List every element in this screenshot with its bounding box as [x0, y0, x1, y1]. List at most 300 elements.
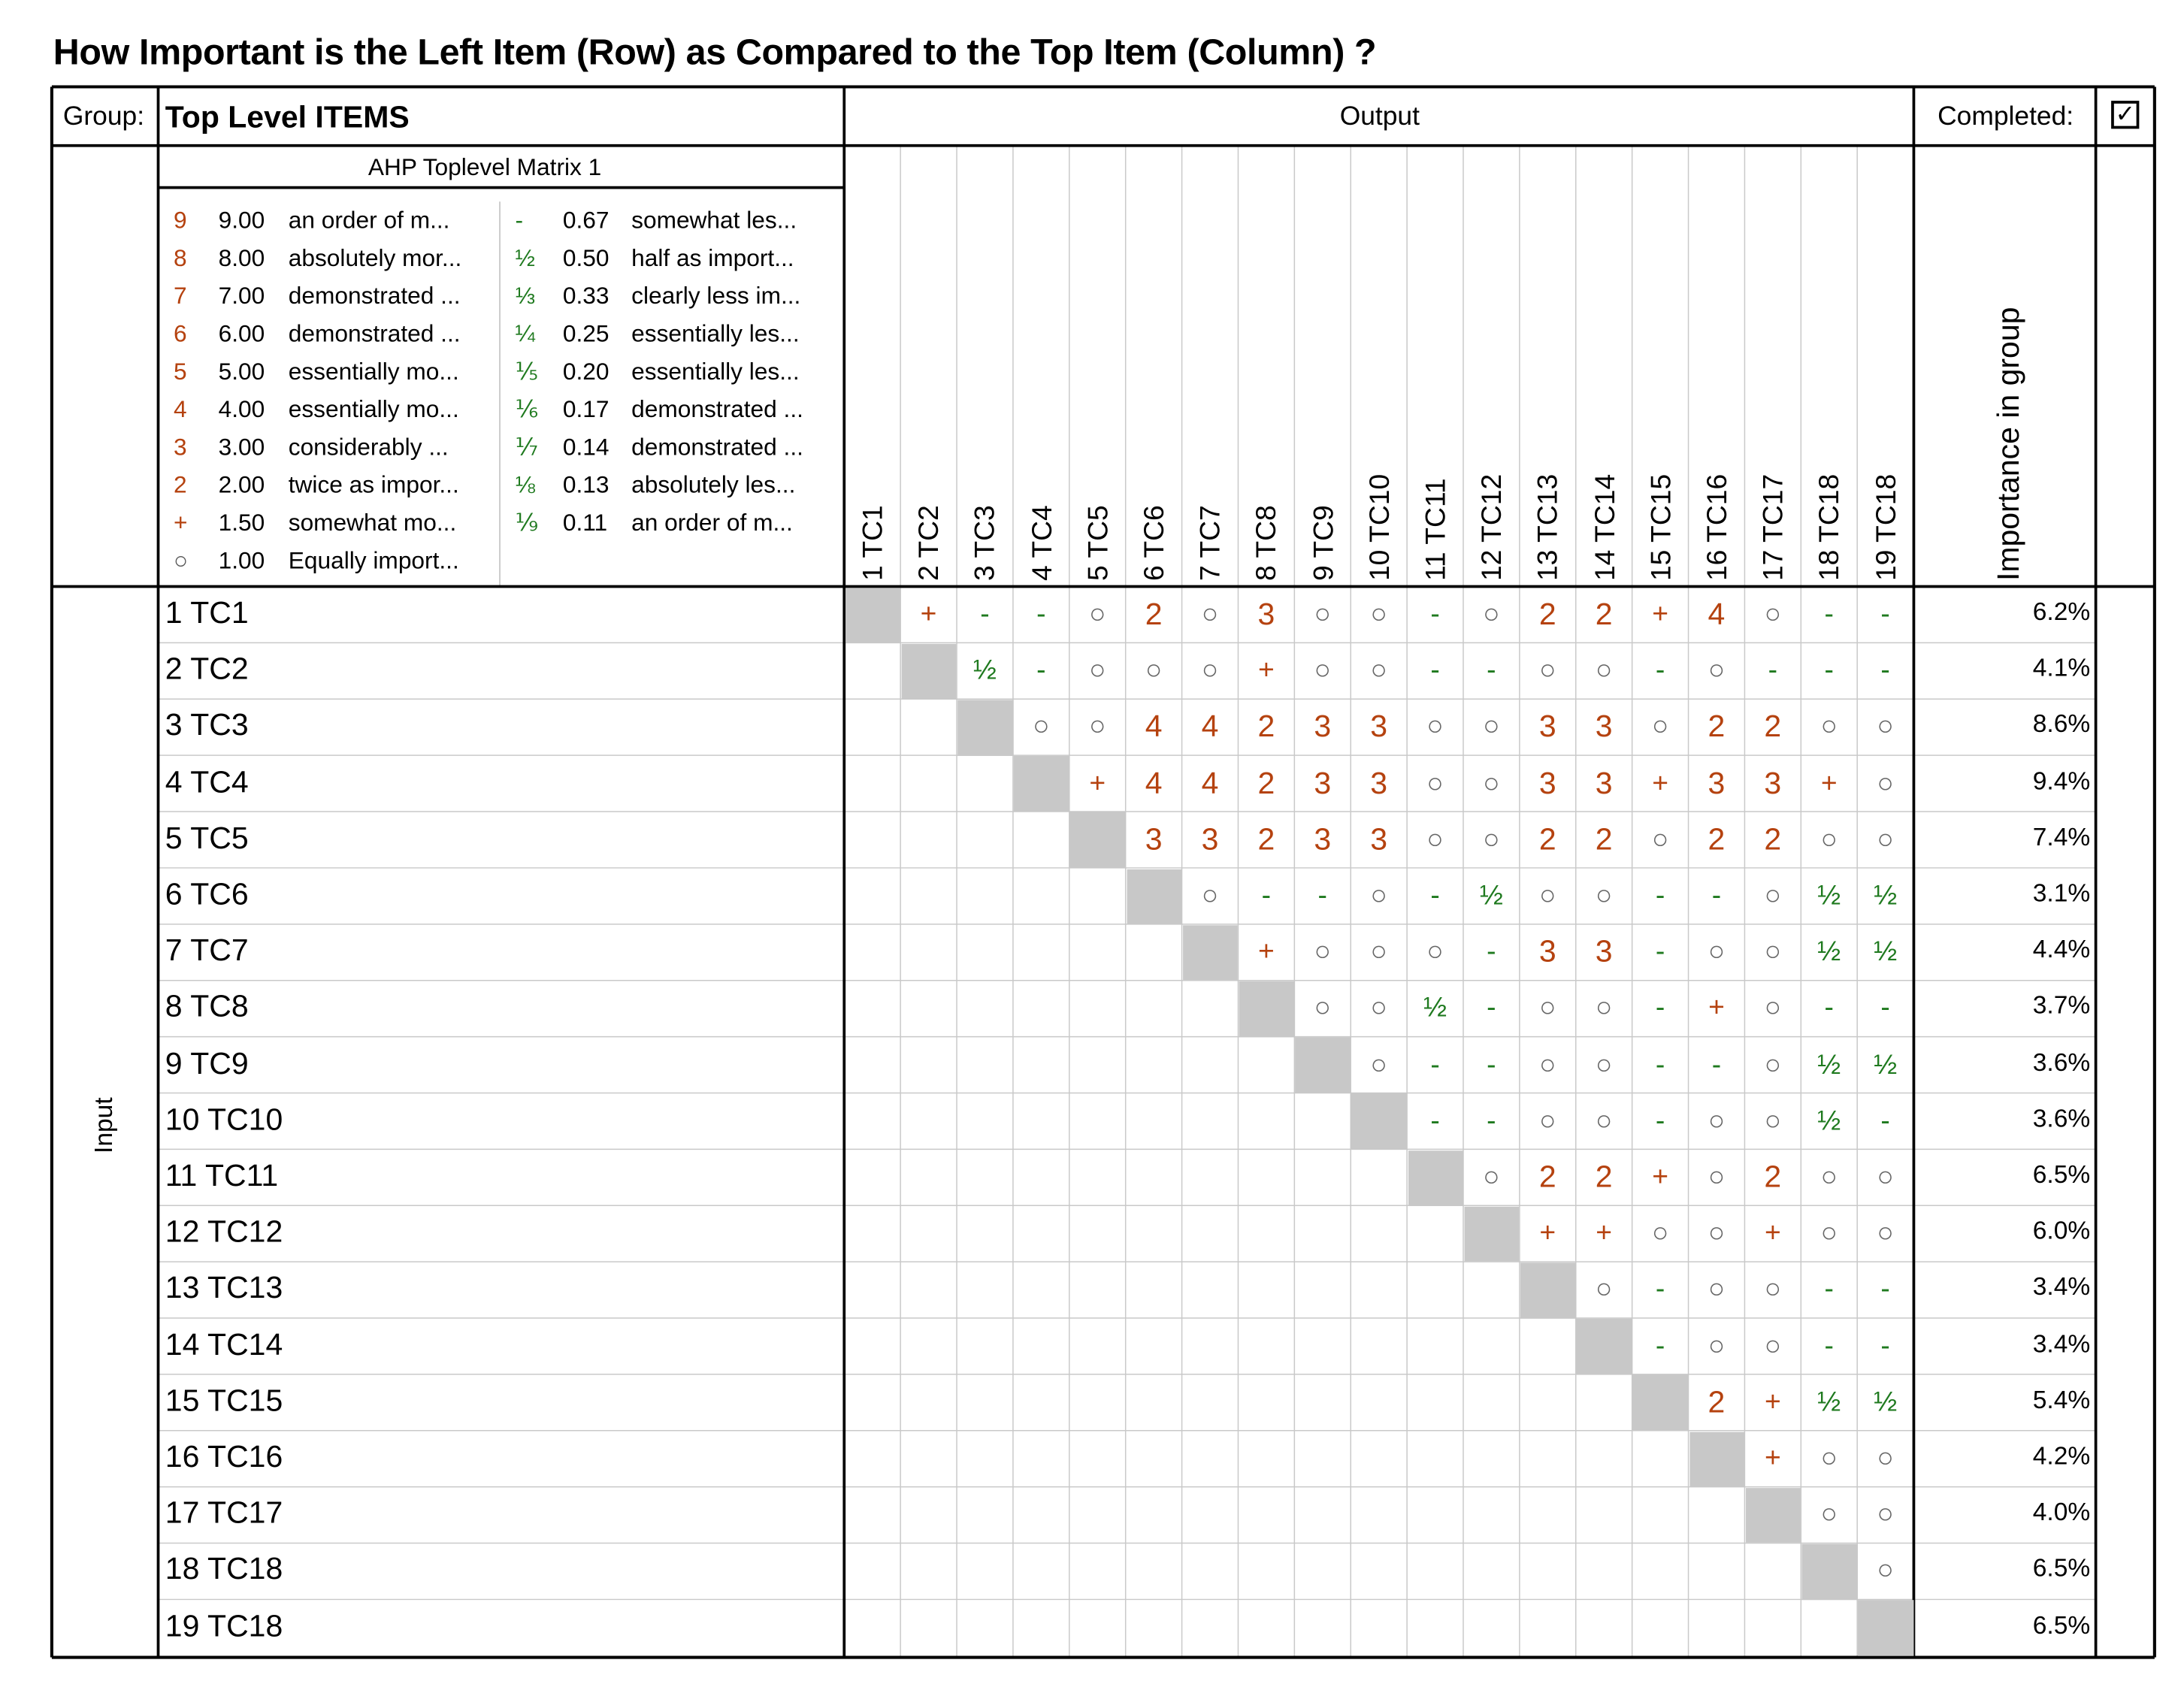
importance-value: 3.7%	[2032, 991, 2091, 1020]
matrix-cell[interactable]: ○	[1539, 993, 1556, 1024]
matrix-cell[interactable]: 2	[1764, 709, 1782, 744]
matrix-cell[interactable]: 3	[1708, 765, 1726, 800]
matrix-cell[interactable]: ½	[1817, 936, 1841, 968]
matrix-cell[interactable]: 3	[1595, 765, 1613, 800]
column-header[interactable]: 3 TC3	[970, 505, 1002, 582]
matrix-cell[interactable]: ○	[1145, 655, 1163, 687]
matrix-cell[interactable]: +	[1764, 1217, 1781, 1249]
matrix-cell[interactable]: +	[920, 599, 937, 630]
matrix-cell[interactable]: ○	[1201, 655, 1219, 687]
matrix-cell[interactable]: 3	[1145, 821, 1163, 857]
importance-value: 6.0%	[2032, 1217, 2091, 1245]
matrix-cell[interactable]: 2	[1708, 1383, 1726, 1419]
column-header[interactable]: 19 TC18	[1871, 473, 1902, 582]
legend-text: Equally import...	[288, 547, 459, 574]
legend-text: an order of m...	[288, 207, 450, 234]
importance-value: 4.2%	[2032, 1441, 2091, 1470]
matrix-cell[interactable]: -	[1880, 655, 1890, 687]
matrix-cell[interactable]: ○	[1483, 767, 1500, 799]
matrix-cell[interactable]: -	[1655, 993, 1665, 1024]
matrix-cell[interactable]: ○	[1651, 1217, 1669, 1249]
matrix-cell[interactable]: ○	[1370, 936, 1387, 968]
matrix-cell[interactable]: 4	[1145, 709, 1163, 744]
matrix-cell[interactable]: ○	[1764, 1049, 1782, 1081]
matrix-cell[interactable]: +	[1652, 599, 1668, 630]
matrix-cell[interactable]: ○	[1370, 599, 1387, 630]
importance-value: 6.2%	[2032, 597, 2091, 626]
column-header[interactable]: 10 TC10	[1364, 473, 1396, 582]
legend-value: 1.00	[218, 547, 265, 574]
matrix-cell[interactable]: ○	[1708, 1274, 1726, 1305]
column-header[interactable]: 6 TC6	[1139, 505, 1171, 582]
matrix-cell[interactable]: ½	[1817, 1105, 1841, 1137]
row-label: 2 TC2	[165, 651, 249, 687]
diagonal-cell	[1464, 1206, 1520, 1262]
matrix-cell[interactable]: +	[1708, 993, 1725, 1024]
matrix-cell[interactable]: ½	[1817, 880, 1841, 912]
column-header[interactable]: 15 TC15	[1646, 473, 1677, 582]
matrix-cell[interactable]: 3	[1370, 709, 1388, 744]
matrix-cell[interactable]: ½	[1874, 1049, 1898, 1081]
matrix-cell[interactable]: ○	[1877, 824, 1894, 855]
diagonal-cell	[957, 700, 1013, 755]
matrix-cell[interactable]: ○	[1483, 599, 1500, 630]
column-header[interactable]: 18 TC18	[1814, 473, 1846, 582]
matrix-cell[interactable]: ○	[1426, 936, 1444, 968]
matrix-cell[interactable]: ○	[1651, 824, 1669, 855]
legend-symbol: 4	[173, 396, 187, 423]
legend-symbol: ⅙	[515, 396, 539, 423]
matrix-cell[interactable]: -	[1036, 599, 1046, 630]
matrix-cell[interactable]: ○	[1483, 712, 1500, 743]
legend-text: demonstrated ...	[631, 396, 803, 423]
importance-column-header: Importance in group	[1990, 307, 2026, 582]
legend-text: essentially mo...	[288, 358, 459, 385]
column-header[interactable]: 4 TC4	[1027, 505, 1058, 582]
matrix-cell[interactable]: 2	[1538, 596, 1556, 632]
matrix-cell[interactable]: ○	[1483, 824, 1500, 855]
legend-symbol: 7	[173, 283, 187, 310]
matrix-cell[interactable]: ○	[1595, 1105, 1613, 1137]
matrix-cell[interactable]: ○	[1539, 655, 1556, 687]
matrix-cell[interactable]: +	[1652, 1162, 1668, 1193]
legend-value: 8.00	[218, 244, 265, 272]
matrix-cell[interactable]: 2	[1708, 821, 1726, 857]
matrix-cell[interactable]: -	[1655, 1330, 1665, 1362]
diagonal-cell	[1070, 812, 1126, 868]
matrix-cell[interactable]: 4	[1708, 596, 1726, 632]
matrix-cell[interactable]: -	[1711, 880, 1722, 912]
legend-value: 6.00	[218, 320, 265, 347]
legend-text: somewhat mo...	[288, 509, 457, 537]
column-header[interactable]: 16 TC16	[1702, 473, 1734, 582]
importance-value: 3.4%	[2032, 1273, 2091, 1302]
output-label: Output	[1339, 101, 1420, 132]
legend-text: somewhat les...	[631, 207, 797, 234]
diagonal-cell	[1745, 1488, 1801, 1543]
matrix-cell[interactable]: +	[1820, 767, 1838, 799]
matrix-cell[interactable]: 2	[1257, 765, 1275, 800]
legend-value: 1.50	[218, 509, 265, 537]
legend-value: 0.14	[562, 434, 610, 461]
legend-symbol: ⅓	[515, 283, 535, 310]
matrix-cell[interactable]: ○	[1539, 880, 1556, 912]
page-title: How Important is the Left Item (Row) as Compared to the Top Item (Column) ?	[53, 30, 1377, 73]
column-header[interactable]: 9 TC9	[1308, 505, 1339, 582]
matrix-cell[interactable]: ○	[1201, 599, 1219, 630]
matrix-cell[interactable]: ○	[1877, 1162, 1894, 1193]
matrix-cell[interactable]: ○	[1877, 767, 1894, 799]
matrix-cell[interactable]: -	[1036, 655, 1046, 687]
matrix-cell[interactable]: ○	[1764, 936, 1782, 968]
matrix-cell[interactable]: ○	[1764, 1274, 1782, 1305]
matrix-cell[interactable]: 3	[1257, 596, 1275, 632]
diagonal-cell	[1239, 981, 1294, 1037]
group-label: Group:	[62, 101, 145, 132]
matrix-cell[interactable]: ○	[1314, 993, 1332, 1024]
matrix-cell[interactable]: 3	[1370, 821, 1388, 857]
importance-value: 6.5%	[2032, 1610, 2091, 1639]
matrix-cell[interactable]: ½	[1479, 880, 1503, 912]
legend-value: 0.25	[562, 320, 610, 347]
row-label: 7 TC7	[165, 932, 249, 968]
matrix-cell[interactable]: ½	[1423, 993, 1447, 1024]
matrix-cell[interactable]: ○	[1370, 880, 1387, 912]
diagonal-cell	[845, 587, 900, 642]
matrix-cell[interactable]: ○	[1820, 1162, 1838, 1193]
legend-symbol: 3	[173, 434, 187, 461]
matrix-cell[interactable]: -	[1261, 880, 1272, 912]
legend-value: 5.00	[218, 358, 265, 385]
matrix-cell[interactable]: ○	[1820, 824, 1838, 855]
matrix-cell[interactable]: +	[1596, 1217, 1613, 1249]
matrix-cell[interactable]: +	[1652, 767, 1668, 799]
matrix-cell[interactable]: 3	[1538, 709, 1556, 744]
matrix-cell[interactable]: ½	[973, 655, 997, 687]
matrix-cell[interactable]: ○	[1764, 599, 1782, 630]
row-label: 6 TC6	[165, 876, 249, 912]
column-header[interactable]: 11 TC11	[1420, 478, 1452, 582]
matrix-cell[interactable]: -	[1655, 1105, 1665, 1137]
matrix-cell[interactable]: ○	[1426, 824, 1444, 855]
matrix-cell[interactable]: ○	[1595, 880, 1613, 912]
matrix-cell[interactable]: +	[1764, 1443, 1781, 1474]
matrix-cell[interactable]: +	[1539, 1217, 1556, 1249]
matrix-cell[interactable]: ○	[1820, 1499, 1838, 1531]
column-header[interactable]: 5 TC5	[1083, 505, 1115, 582]
matrix-cell[interactable]: ○	[1088, 599, 1106, 630]
row-label: 18 TC18	[165, 1551, 283, 1587]
legend-symbol: ⅛	[515, 471, 535, 499]
matrix-cell[interactable]: ○	[1877, 712, 1894, 743]
matrix-cell[interactable]: +	[1764, 1386, 1781, 1418]
legend-value: 0.33	[562, 283, 610, 310]
matrix-cell[interactable]: 2	[1708, 709, 1726, 744]
matrix-cell[interactable]: ○	[1314, 599, 1332, 630]
row-label: 10 TC10	[165, 1101, 283, 1137]
importance-value: 8.6%	[2032, 710, 2091, 739]
matrix-cell[interactable]: 2	[1538, 821, 1556, 857]
matrix-cell[interactable]: -	[980, 599, 990, 630]
matrix-cell[interactable]: ○	[1820, 712, 1838, 743]
row-label: 8 TC8	[165, 988, 249, 1024]
matrix-cell[interactable]: -	[1655, 655, 1665, 687]
matrix-cell[interactable]: ○	[1708, 1217, 1726, 1249]
legend-symbol: 6	[173, 320, 187, 347]
matrix-cell[interactable]: ○	[1764, 1105, 1782, 1137]
legend-text: half as import...	[631, 244, 794, 272]
diagonal-cell	[1577, 1319, 1632, 1374]
legend-text: absolutely mor...	[288, 244, 462, 272]
importance-value: 6.5%	[2032, 1554, 2091, 1583]
legend-value: 2.00	[218, 471, 265, 499]
legend-value: 0.13	[562, 471, 610, 499]
importance-value: 4.0%	[2032, 1498, 2091, 1526]
matrix-cell[interactable]: 2	[1764, 1159, 1782, 1194]
legend-text: absolutely les...	[631, 471, 796, 499]
column-header[interactable]: 2 TC2	[914, 505, 945, 582]
matrix-cell[interactable]: ½	[1874, 880, 1898, 912]
matrix-cell[interactable]: -	[1655, 880, 1665, 912]
diagonal-cell	[1127, 869, 1182, 924]
matrix-cell[interactable]: ○	[1595, 993, 1613, 1024]
diagonal-cell	[1295, 1038, 1351, 1093]
group-value[interactable]: Top Level ITEMS	[165, 99, 410, 135]
matrix-cell[interactable]: ○	[1314, 655, 1332, 687]
matrix-cell[interactable]: ○	[1877, 1556, 1894, 1587]
row-label: 1 TC1	[165, 594, 249, 630]
matrix-cell[interactable]: 3	[1314, 709, 1332, 744]
matrix-cell[interactable]: 3	[1538, 765, 1556, 800]
legend-symbol: ½	[515, 244, 535, 272]
matrix-cell[interactable]: ○	[1764, 880, 1782, 912]
matrix-cell[interactable]: -	[1655, 936, 1665, 968]
matrix-cell[interactable]: -	[1824, 1274, 1834, 1305]
legend-value: 9.00	[218, 207, 265, 234]
matrix-cell[interactable]: 3	[1201, 821, 1219, 857]
matrix-cell[interactable]: -	[1711, 1049, 1722, 1081]
diagonal-cell	[1351, 1093, 1407, 1149]
matrix-cell[interactable]: ○	[1595, 655, 1613, 687]
matrix-cell[interactable]: 2	[1764, 821, 1782, 857]
matrix-cell[interactable]: ○	[1651, 712, 1669, 743]
matrix-cell[interactable]: ○	[1708, 1162, 1726, 1193]
matrix-cell[interactable]: ○	[1370, 655, 1387, 687]
matrix-cell[interactable]: -	[1824, 599, 1834, 630]
diagonal-cell	[1014, 756, 1069, 812]
matrix-cell[interactable]: -	[1655, 1049, 1665, 1081]
matrix-cell[interactable]: ○	[1820, 1217, 1838, 1249]
legend-text: an order of m...	[631, 509, 793, 537]
matrix-cell[interactable]: ○	[1088, 655, 1106, 687]
importance-value: 9.4%	[2032, 766, 2091, 795]
matrix-cell[interactable]: ○	[1088, 712, 1106, 743]
matrix-cell[interactable]: ○	[1426, 767, 1444, 799]
matrix-cell[interactable]: ○	[1764, 1330, 1782, 1362]
matrix-cell[interactable]: +	[1089, 767, 1106, 799]
matrix-cell[interactable]: 2	[1538, 1159, 1556, 1194]
legend-symbol: 2	[173, 471, 187, 499]
legend-symbol: ⅑	[515, 509, 539, 537]
matrix-cell[interactable]: +	[1257, 655, 1275, 687]
legend-text: clearly less im...	[631, 283, 801, 310]
matrix-cell[interactable]: ○	[1877, 1499, 1894, 1531]
matrix-cell[interactable]: 3	[1314, 765, 1332, 800]
importance-value: 3.4%	[2032, 1329, 2091, 1358]
legend-value: 0.17	[562, 396, 610, 423]
matrix-cell[interactable]: -	[1430, 599, 1440, 630]
matrix-cell[interactable]: ½	[1874, 1386, 1898, 1418]
completed-checkbox[interactable]	[2111, 101, 2139, 128]
legend-text: essentially les...	[631, 358, 800, 385]
column-header[interactable]: 14 TC14	[1590, 473, 1621, 582]
matrix-cell[interactable]: 3	[1764, 765, 1782, 800]
legend-text: twice as impor...	[288, 471, 459, 499]
matrix-cell[interactable]: -	[1430, 1049, 1440, 1081]
matrix-cell[interactable]: -	[1880, 1274, 1890, 1305]
legend-symbol: ○	[173, 547, 189, 574]
matrix-cell[interactable]: 2	[1595, 596, 1613, 632]
legend-value: 0.67	[562, 207, 610, 234]
matrix-cell[interactable]: ○	[1820, 1443, 1838, 1474]
matrix-cell[interactable]: 3	[1595, 709, 1613, 744]
row-label: 4 TC4	[165, 763, 249, 799]
row-label: 15 TC15	[165, 1383, 283, 1418]
row-label: 3 TC3	[165, 707, 249, 743]
diagonal-cell	[1689, 1432, 1744, 1487]
matrix-cell[interactable]: ½	[1874, 936, 1898, 968]
legend-value: 3.00	[218, 434, 265, 461]
column-header[interactable]: 8 TC8	[1252, 505, 1284, 582]
matrix-cell[interactable]: -	[1487, 1105, 1496, 1137]
matrix-cell[interactable]: 2	[1145, 596, 1163, 632]
matrix-cell[interactable]: ○	[1483, 1162, 1500, 1193]
matrix-cell[interactable]: -	[1655, 1274, 1665, 1305]
row-label: 5 TC5	[165, 820, 249, 855]
legend-text: demonstrated ...	[631, 434, 803, 461]
matrix-cell[interactable]: 3	[1595, 933, 1613, 969]
legend-symbol: ⅐	[515, 434, 539, 461]
matrix-cell[interactable]: ○	[1201, 880, 1219, 912]
matrix-cell[interactable]: ○	[1764, 993, 1782, 1024]
legend-value: 4.00	[218, 396, 265, 423]
diagonal-cell	[1858, 1600, 1913, 1655]
matrix-cell[interactable]: 3	[1314, 821, 1332, 857]
matrix-cell[interactable]: ○	[1370, 993, 1387, 1024]
matrix-cell[interactable]: ○	[1708, 1105, 1726, 1137]
importance-value: 4.4%	[2032, 935, 2091, 963]
matrix-cell[interactable]: ○	[1370, 1049, 1387, 1081]
matrix-cell[interactable]: ○	[1595, 1274, 1613, 1305]
matrix-cell[interactable]: ○	[1314, 936, 1332, 968]
diagonal-cell	[1408, 1150, 1463, 1205]
row-label: 11 TC11	[165, 1157, 279, 1193]
matrix-cell[interactable]: ½	[1817, 1386, 1841, 1418]
matrix-cell[interactable]: 4	[1201, 709, 1219, 744]
importance-value: 3.1%	[2032, 878, 2091, 908]
matrix-cell[interactable]: 4	[1145, 765, 1163, 800]
matrix-cell[interactable]: -	[1487, 993, 1496, 1024]
matrix-cell[interactable]: -	[1487, 936, 1496, 968]
diagonal-cell	[1633, 1375, 1689, 1431]
legend-symbol: 5	[173, 358, 187, 385]
row-label: 13 TC13	[165, 1270, 283, 1305]
column-header[interactable]: 7 TC7	[1196, 505, 1227, 582]
matrix-cell[interactable]: -	[1430, 655, 1440, 687]
matrix-cell[interactable]: 2	[1257, 821, 1275, 857]
legend-symbol: +	[173, 509, 188, 537]
legend-text: considerably ...	[288, 434, 449, 461]
matrix-cell[interactable]: -	[1768, 655, 1778, 687]
matrix-cell[interactable]: -	[1824, 993, 1834, 1024]
matrix-cell[interactable]: -	[1487, 655, 1496, 687]
matrix-cell[interactable]: 4	[1201, 765, 1219, 800]
matrix-cell[interactable]: -	[1317, 880, 1327, 912]
legend-value: 0.20	[562, 358, 610, 385]
matrix-cell[interactable]: 3	[1370, 765, 1388, 800]
matrix-cell[interactable]: 2	[1595, 1159, 1613, 1194]
input-axis-label: Input	[89, 1097, 118, 1153]
column-header[interactable]: 13 TC13	[1533, 473, 1565, 582]
matrix-cell[interactable]: 2	[1257, 709, 1275, 744]
matrix-cell[interactable]: ○	[1426, 712, 1444, 743]
legend-symbol: -	[515, 207, 524, 234]
matrix-cell[interactable]: ○	[1539, 1105, 1556, 1137]
importance-value: 5.4%	[2032, 1385, 2091, 1414]
legend-symbol: 9	[173, 207, 187, 234]
importance-value: 7.4%	[2032, 822, 2091, 851]
matrix-cell[interactable]: ○	[1708, 1330, 1726, 1362]
row-label: 19 TC18	[165, 1607, 283, 1643]
matrix-name: AHP Toplevel Matrix 1	[368, 153, 602, 181]
diagonal-cell	[1520, 1262, 1576, 1318]
matrix-cell[interactable]: 2	[1595, 821, 1613, 857]
matrix-cell[interactable]: -	[1824, 1330, 1834, 1362]
matrix-cell[interactable]: -	[1430, 1105, 1440, 1137]
row-label: 12 TC12	[165, 1214, 283, 1249]
matrix-cell[interactable]: ○	[1595, 1049, 1613, 1081]
legend-text: essentially mo...	[288, 396, 459, 423]
matrix-cell[interactable]: ○	[1877, 1217, 1894, 1249]
importance-value: 6.5%	[2032, 1160, 2091, 1189]
column-header[interactable]: 12 TC12	[1477, 473, 1508, 582]
matrix-cell[interactable]: -	[1880, 1105, 1890, 1137]
matrix-cell[interactable]: -	[1430, 880, 1440, 912]
matrix-cell[interactable]: 3	[1538, 933, 1556, 969]
matrix-cell[interactable]: ½	[1817, 1049, 1841, 1081]
matrix-cell[interactable]: ○	[1877, 1443, 1894, 1474]
legend-value: 7.00	[218, 283, 265, 310]
matrix-cell[interactable]: -	[1880, 1330, 1890, 1362]
matrix-cell[interactable]: -	[1880, 993, 1890, 1024]
matrix-cell[interactable]: -	[1880, 599, 1890, 630]
matrix-cell[interactable]: +	[1257, 936, 1275, 968]
matrix-cell[interactable]: ○	[1708, 655, 1726, 687]
matrix-cell[interactable]: -	[1824, 655, 1834, 687]
column-header[interactable]: 1 TC1	[858, 505, 889, 582]
matrix-cell[interactable]: -	[1487, 1049, 1496, 1081]
legend-symbol: ¼	[515, 320, 535, 347]
matrix-cell[interactable]: ○	[1539, 1049, 1556, 1081]
column-header[interactable]: 17 TC17	[1759, 473, 1790, 582]
completed-label: Completed:	[1937, 101, 2074, 132]
legend-text: demonstrated ...	[288, 283, 461, 310]
legend-text: demonstrated ...	[288, 320, 461, 347]
matrix-cell[interactable]: ○	[1708, 936, 1726, 968]
diagonal-cell	[1182, 925, 1238, 981]
importance-value: 3.6%	[2032, 1104, 2091, 1132]
matrix-cell[interactable]: ○	[1033, 712, 1050, 743]
